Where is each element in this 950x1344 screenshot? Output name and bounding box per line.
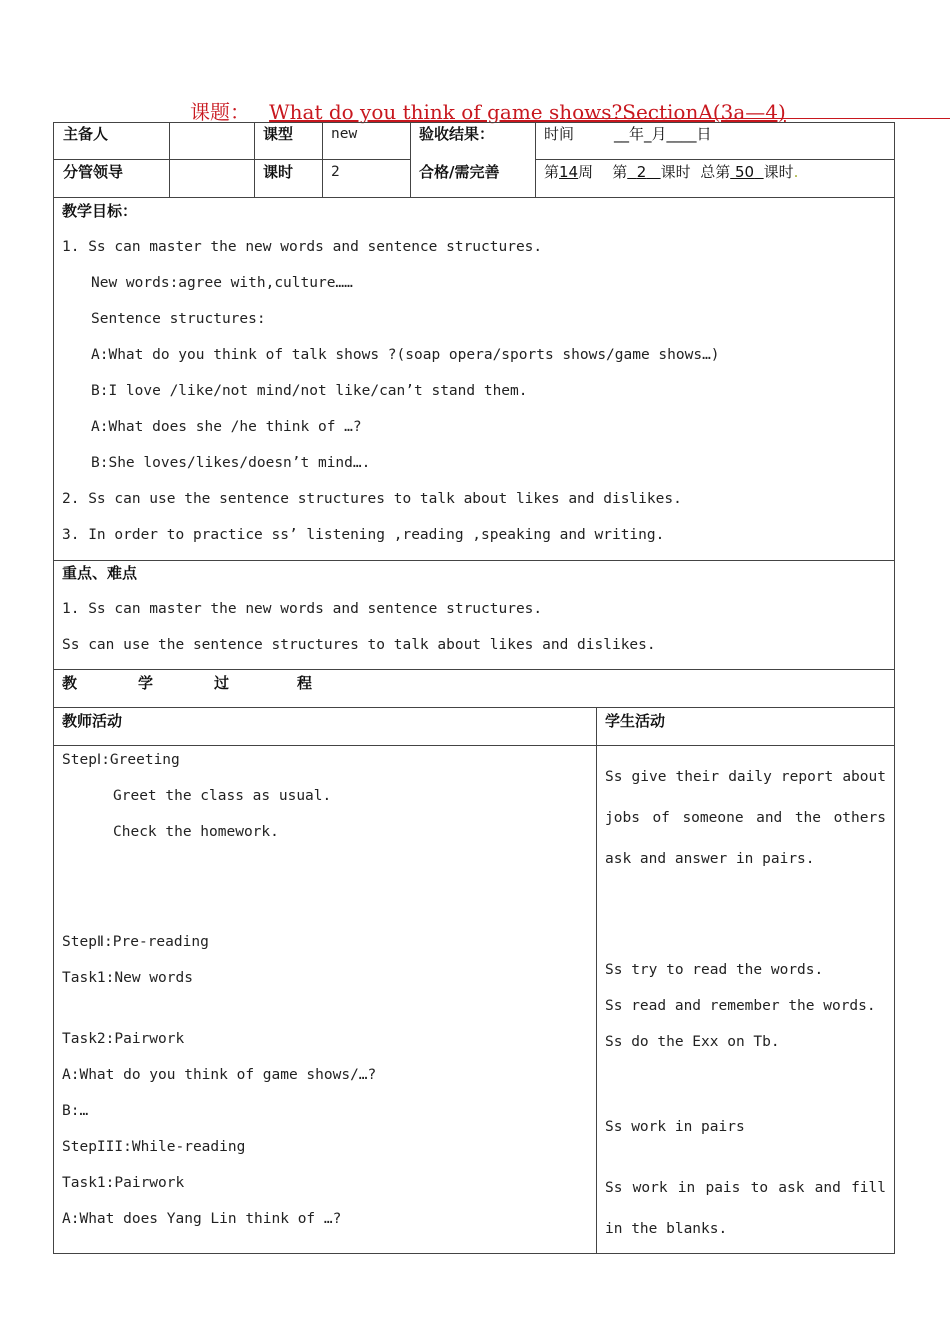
process-heading-char: 过 [214,674,230,692]
total-num: 50 [734,163,755,181]
teacher-step: Task1:Pairwork [62,1175,185,1191]
teacher-step: A:What do you think of game shows/…? [62,1067,377,1083]
keshi-label: 课时 [263,163,294,181]
header-col-divider-4 [410,122,411,197]
teacher-activity-heading: 教师活动 [62,712,123,730]
table-bottom-border [53,1253,895,1254]
hege-label: 合格/需完善 [419,163,500,181]
process-heading-char: 学 [138,674,154,692]
week-num: 14 [559,163,579,181]
header-col-divider-3 [322,122,323,197]
goal-line: New words:agree with,culture…… [91,275,353,291]
title-underline [580,118,950,119]
goal-line: 1. Ss can master the new words and sentence structures. [62,239,543,255]
process-heading-bottom-border [53,707,895,708]
process-heading-char: 程 [297,674,313,692]
student-line: Ss read and remember the words. [605,998,876,1014]
kexing-value: new [331,126,358,142]
student-line: in the blanks. [605,1221,728,1237]
teacher-step: StepⅠ:Greeting [62,752,180,768]
student-line-justified: Ss give their daily report about [605,769,886,785]
teacher-step: Greet the class as usual. [113,788,332,804]
goal-line: 3. In order to practice ss’ listening ,reading ,speaking and writing. [62,527,665,543]
total-prefix: 总第 [700,163,731,181]
goals-heading: 教学目标： [62,202,138,220]
student-line: ask and answer in pairs. [605,851,815,867]
teacher-step: Task2:Pairwork [62,1031,185,1047]
header-col-divider-1 [169,122,170,197]
goal-line: A:What do you think of talk shows ?(soap opera/sports shows/game shows…) [91,347,720,363]
student-line: Ss work in pairs [605,1119,745,1135]
yanshou-label: 验收结果： [419,125,495,143]
keypoint-line: 1. Ss can master the new words and sentence structures. [62,601,543,617]
header-col-divider-2 [254,122,255,197]
lesson-title-text: What do you think of game shows?SectionA(3a—4) [269,100,786,124]
week-prefix: 第 [544,163,560,181]
teacher-step: A:What does Yang Lin think of …? [62,1211,342,1227]
period-prefix: 第 [612,163,628,181]
header-row-divider-right [535,159,895,160]
student-activity-heading: 学生活动 [605,712,666,730]
goal-line: A:What does she /he think of …? [91,419,362,435]
fenguan-label: 分管领导 [63,163,124,181]
table-right-border [894,122,895,1253]
header-row-divider-left [53,159,411,160]
student-line: Ss try to read the words. [605,962,824,978]
period-suffix: 课时 [660,163,691,181]
student-line-justified: Ss work in pais to ask and fill [605,1180,886,1196]
schedule-info: 第14周 第 2 课时 总第 50 课时. [544,163,799,181]
teacher-step: Task1:New words [62,970,193,986]
table-top-border [53,122,895,123]
teacher-step: Check the homework. [113,824,279,840]
goal-line: Sentence structures: [91,311,266,327]
lesson-title-label: 课题： [190,100,250,124]
date-field: __年_月____日 [614,125,712,143]
activity-heading-bottom-border [53,745,895,746]
kexing-label: 课型 [263,125,294,143]
period-num: 2 [636,163,647,181]
keypoints-bottom-border [53,669,895,670]
process-heading-char: 教 [62,674,78,692]
keypoint-line: Ss can use the sentence structures to talk about likes and dislikes. [62,637,656,653]
zhubeiren-label: 主备人 [63,125,109,143]
keshi-value: 2 [331,164,340,180]
header-col-divider-5 [535,122,536,197]
teacher-step: StepⅡ:Pre-reading [62,934,209,950]
shijian-label: 时间 [544,125,575,143]
activity-col-divider [596,707,597,1253]
student-line: Ss do the Exx on Tb. [605,1034,780,1050]
goal-line: B:I love /like/not mind/not like/can’t stand them. [91,383,528,399]
teacher-step: StepIII:While-reading [62,1139,246,1155]
table-left-border [53,122,54,1253]
week-suffix: 周 [578,163,594,181]
total-suffix: 课时 [763,163,794,181]
teacher-step: B:… [62,1103,89,1119]
lesson-title [190,96,786,125]
goals-bottom-border [53,560,895,561]
goal-line: B:She loves/likes/doesn’t mind…. [91,455,371,471]
goal-line: 2. Ss can use the sentence structures to talk about likes and dislikes. [62,491,682,507]
student-line-justified: jobs of someone and the others [605,810,886,826]
header-bottom-border [53,197,895,198]
keypoints-heading: 重点、难点 [62,564,138,582]
